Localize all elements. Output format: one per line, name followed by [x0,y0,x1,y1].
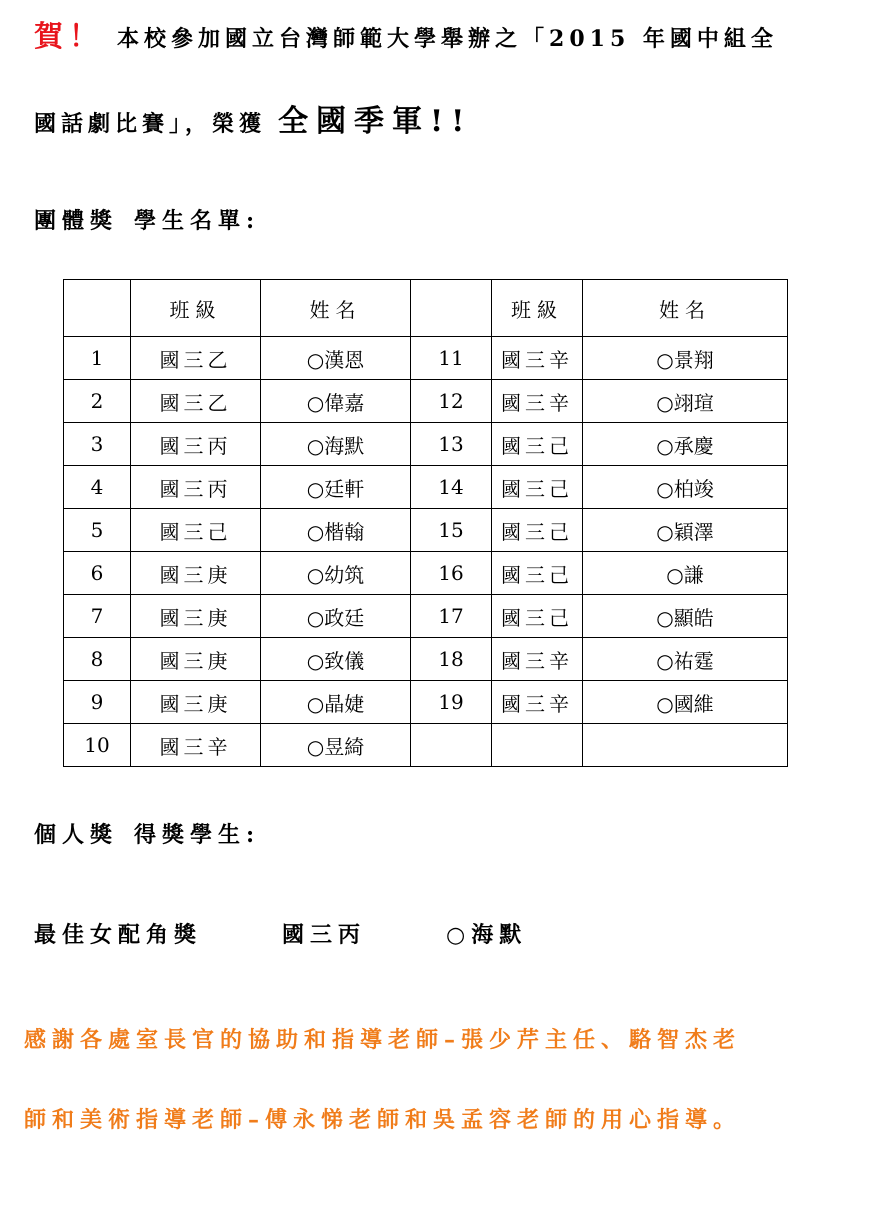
student-class: 國三辛 [492,681,583,724]
student-class: 國三己 [492,595,583,638]
table-row [64,466,788,509]
thanks-line-1: 感謝各處室長官的協助和指導老師–張少芹主任、駱智杰老 [24,1027,742,1053]
student-name: ○致儀 [261,638,411,681]
header-number-right [411,280,492,337]
student-name: ○承慶 [583,423,788,466]
student-class: 國三辛 [492,638,583,681]
individual-award-label: 個人獎 [34,822,119,848]
student-number: 15 [411,509,492,552]
student-number: 5 [64,509,131,552]
student-name: ○晶婕 [261,681,411,724]
group-award-label: 團體獎 [34,208,119,234]
table-row [64,552,788,595]
student-number: 11 [411,337,492,380]
student-class [492,724,583,767]
student-class: 國三丙 [131,423,261,466]
winner-label: 得獎學生: [134,822,261,848]
student-number: 17 [411,595,492,638]
header-name-right: 姓名 [583,280,788,337]
award-title: 全國季軍!! [278,104,473,139]
student-class: 國三辛 [131,724,261,767]
student-name: ○謙 [583,552,788,595]
student-number: 16 [411,552,492,595]
student-name: ○政廷 [261,595,411,638]
student-class: 國三己 [492,552,583,595]
student-number: 6 [64,552,131,595]
table-row [64,681,788,724]
student-name: ○漢恩 [261,337,411,380]
student-name: ○昱綺 [261,724,411,767]
header-class-left: 班級 [131,280,261,337]
student-name: ○廷軒 [261,466,411,509]
student-name: ○國維 [583,681,788,724]
student-number: 3 [64,423,131,466]
student-name: ○海默 [261,423,411,466]
award-name: 最佳女配角獎 [34,922,203,948]
student-number: 7 [64,595,131,638]
student-class: 國三己 [492,509,583,552]
congrats-exclamation: ！ [69,19,104,53]
student-number: 9 [64,681,131,724]
student-number: 2 [64,380,131,423]
table-row [64,595,788,638]
student-name: ○顯皓 [583,595,788,638]
student-class: 國三己 [131,509,261,552]
announcement-line-1 [34,14,778,55]
student-class: 國三庚 [131,552,261,595]
student-name [583,724,788,767]
student-class: 國三辛 [492,380,583,423]
student-class: 國三庚 [131,638,261,681]
student-number: 12 [411,380,492,423]
student-name: ○楷翰 [261,509,411,552]
thanks-line-2: 師和美術指導老師–傅永悌老師和吳孟容老師的用心指導。 [24,1107,742,1133]
announcement-text-1: 本校參加國立台灣師範大學舉辦之「2015 年國中組全 [117,26,778,52]
student-name: ○柏竣 [583,466,788,509]
table-row [64,337,788,380]
announcement-text-2: 國話劇比賽」，榮獲 [34,111,267,137]
student-number: 10 [64,724,131,767]
student-name: ○幼筑 [261,552,411,595]
student-list-label: 學生名單: [134,208,261,234]
header-name-left: 姓名 [261,280,411,337]
student-number: 1 [64,337,131,380]
student-name: ○祐霆 [583,638,788,681]
award-student: ○海默 [446,922,528,948]
student-class: 國三己 [492,423,583,466]
student-number: 19 [411,681,492,724]
award-class: 國三丙 [282,922,367,948]
individual-award-row [34,918,528,949]
student-class: 國三乙 [131,380,261,423]
student-class: 國三己 [492,466,583,509]
student-name: ○偉嘉 [261,380,411,423]
student-class: 國三丙 [131,466,261,509]
table-row [64,638,788,681]
student-name: ○翊瑄 [583,380,788,423]
student-number: 18 [411,638,492,681]
header-class-right: 班級 [492,280,583,337]
student-name: ○穎澤 [583,509,788,552]
group-award-heading [34,204,260,235]
student-number: 8 [64,638,131,681]
student-class: 國三辛 [492,337,583,380]
student-class: 國三庚 [131,681,261,724]
student-number [411,724,492,767]
student-class: 國三庚 [131,595,261,638]
table-row [64,724,788,767]
student-number: 13 [411,423,492,466]
student-class: 國三乙 [131,337,261,380]
student-roster-table [63,279,788,767]
congrats-mark: 賀 [34,19,70,53]
header-number-left [64,280,131,337]
individual-award-heading [34,818,260,849]
student-number: 14 [411,466,492,509]
student-number: 4 [64,466,131,509]
table-row [64,423,788,466]
student-name: ○景翔 [583,337,788,380]
table-row [64,380,788,423]
table-header-row [64,280,788,337]
table-row [64,509,788,552]
announcement-line-2 [34,96,472,140]
